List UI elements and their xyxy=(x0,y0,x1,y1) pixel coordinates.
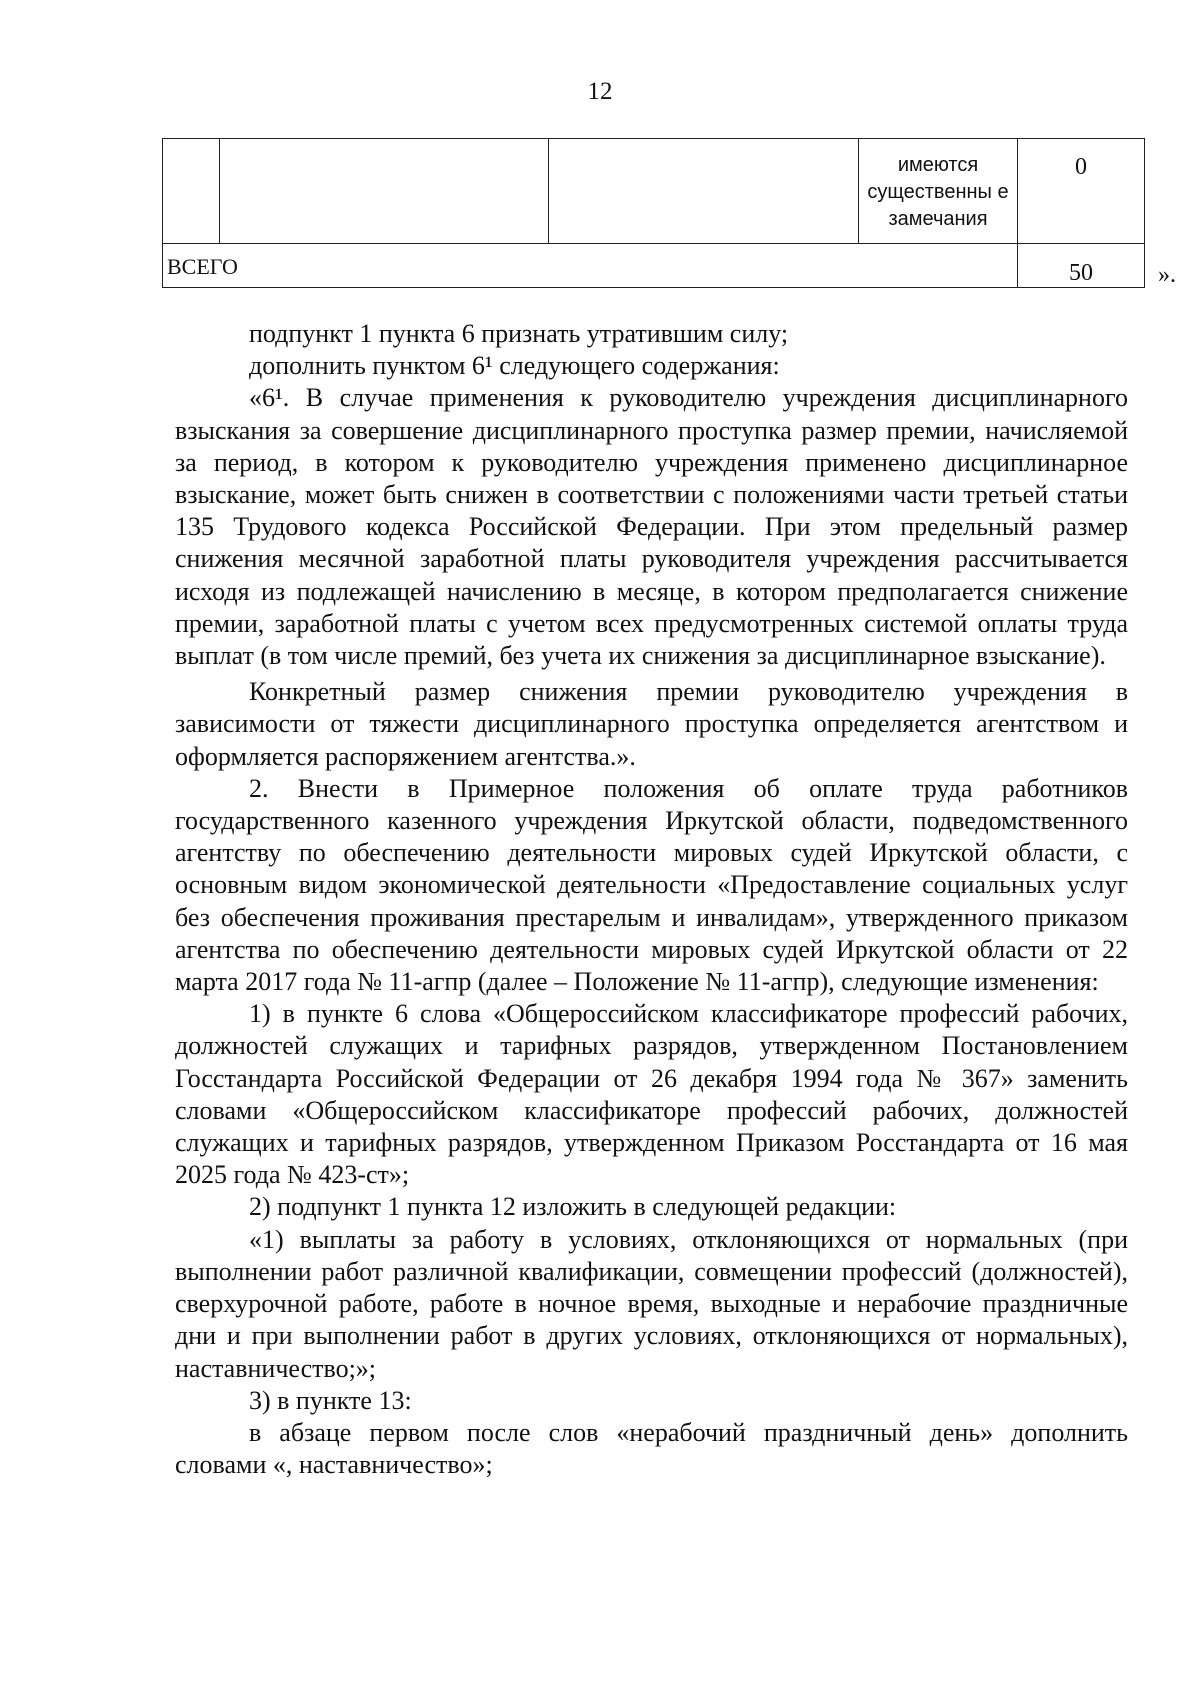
paragraph: дополнить пунктом 6¹ следующего содержания: xyxy=(249,351,780,381)
paragraph: подпункт 1 пункта 6 признать утратившим силу; xyxy=(249,319,789,348)
criteria-note: имеются существенны е замечания xyxy=(859,139,1018,244)
table-total-row xyxy=(163,244,1145,288)
paragraph: 2. Внести в Примерное положения об оплате труда работников государственного казенного учреждения Иркутской области, подведомственного агентству по обеспечению деятельности мировых судей Иркутской области, с основным видом экономической деятельности «Предоставление социальных услуг без обеспечения проживания престарелым и инвалидам», утвержденного приказом агентства по обеспечению деятельности мировых судей Иркутской области от 22 марта 2017 года № 11-агпр (далее – Положение № 11-агпр), следующие изменения: xyxy=(175,773,1128,997)
paragraph: 3) в пункте 13: xyxy=(249,1385,412,1415)
table-row xyxy=(163,139,1145,244)
paragraph: 1) в пункте 6 слова «Общероссийском классификаторе профессий рабочих, должностей служащих и тарифных разрядов, утвержденном Постановлением Госстандарта Российской Федерации от 26 декабря 1994 года № 367» заменить словами «Общероссийском классификаторе профессий рабочих, должностей служащих и тарифных разрядов, утвержденном Приказом Росстандарта от 16 мая 2025 года № 423-ст»; xyxy=(175,999,1128,1190)
paragraph: в абзаце первом после слов «нерабочий праздничный день» дополнить словами «, наставничество»; xyxy=(175,1417,1128,1480)
table-cell xyxy=(220,139,549,244)
table-cell xyxy=(163,139,220,244)
paragraph: «6¹. В случае применения к руководителю учреждения дисциплинарного взыскания за совершение дисциплинарного проступка размер премии, начисляемой за период, в котором к руководителю учреждения применено дисциплинарное взыскание, может быть снижен в соответствии с положениями части третьей статьи 135 Трудового кодекса Российской Федерации. При этом предельный размер снижения месячной заработной платы руководителя учреждения рассчитывается исходя из подлежащей начислению в месяце, в котором предполагается снижение премии, заработной платы с учетом всех предусмотренных системой оплаты труда выплат (в том числе премий, без учета их снижения за дисциплинарное взыскание). xyxy=(175,383,1128,671)
paragraph: Конкретный размер снижения премии руководителю учреждения в зависимости от тяжести дисциплинарного проступка определяется агентством и оформляется распоряжением агентства.». xyxy=(175,677,1128,771)
page-number: 12 xyxy=(587,78,613,105)
table-cell xyxy=(549,139,859,244)
document-body xyxy=(175,318,1128,1481)
total-score: 50 xyxy=(1018,244,1145,288)
assessment-table xyxy=(162,138,1145,288)
paragraph: «1) выплаты за работу в условиях, отклоняющихся от нормальных (при выполнении работ различной квалификации, совмещении профессий (должностей), сверхурочной работе, работе в ночное время, выходные и нерабочие праздничные дни и при выполнении работ в других условиях, отклоняющихся от нормальных), наставничество;»; xyxy=(175,1224,1128,1383)
total-label: ВСЕГО xyxy=(163,244,1018,288)
paragraph: 2) подпункт 1 пункта 12 изложить в следующей редакции: xyxy=(249,1192,897,1222)
closing-quote: ». xyxy=(1158,262,1176,288)
criteria-score: 0 xyxy=(1018,139,1145,244)
